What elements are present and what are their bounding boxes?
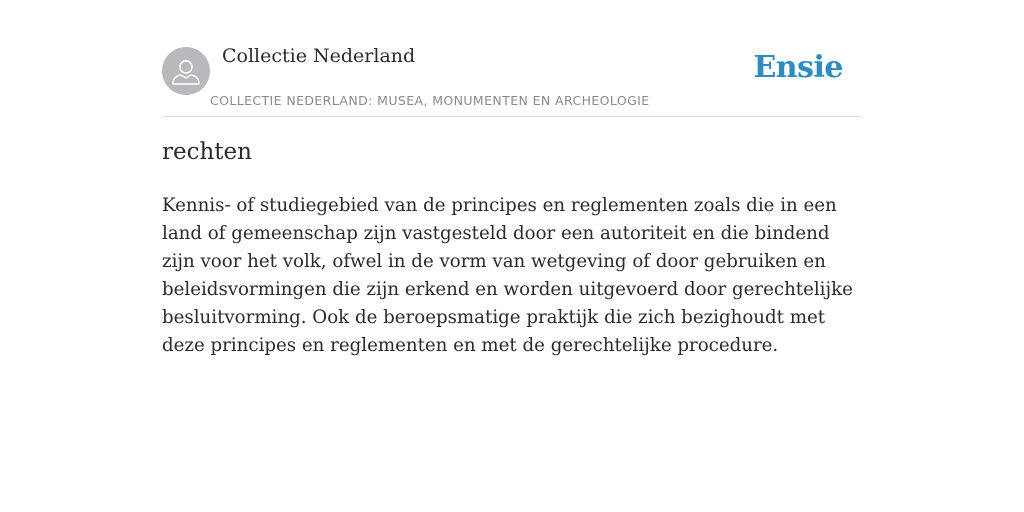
ensie-logo[interactable]: Ensie (753, 50, 843, 85)
source-label[interactable]: COLLECTIE NEDERLAND: MUSEA, MONUMENTEN EN ARCHEOLOGIE (210, 93, 650, 108)
entry-term: rechten (162, 139, 252, 165)
entry-definition: Kennis- of studiegebied van de principes en reglementen zoals die in een land of gemeenschap zijn vastgesteld door een autoriteit en die bindend zijn voor het volk, ofwel in de vorm van wetgeving of door gebruiken en beleidsvormingen die zijn erkend en worden uitgevoerd door gerechtelijke besluitvorming. Ook de beroepsmatige praktijk die zich bezighoudt met deze principes en reglementen en met de gerechtelijke procedure. (162, 195, 853, 356)
author-name[interactable]: Collectie Nederland (222, 45, 416, 67)
card-header (162, 0, 862, 117)
definition-card (162, 0, 862, 356)
user-silhouette-icon (162, 47, 210, 95)
avatar[interactable] (162, 47, 210, 95)
